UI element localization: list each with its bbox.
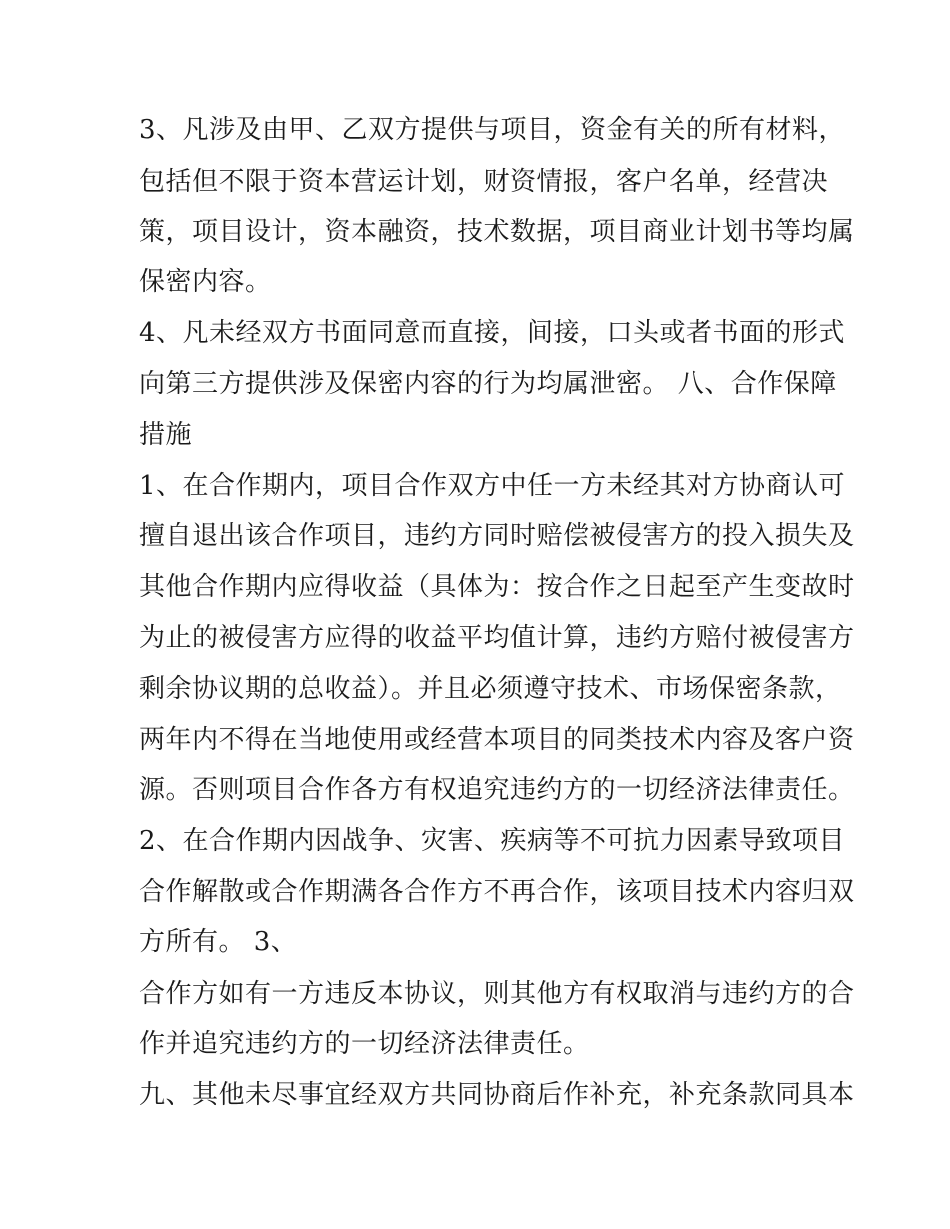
text-line: 源。否则项目合作各方有权追究违约方的一切经济法律责任。 <box>139 775 855 805</box>
text-line: 2、在合作期内因战争、灾害、疾病等不可抗力因素导致项目 <box>139 826 846 856</box>
text-line: 策，项目设计，资本融资，技术数据，项目商业计划书等均属 <box>139 217 855 247</box>
text-line: 方所有。 3、 <box>139 927 298 957</box>
text-line: 合作解散或合作期满各合作方不再合作，该项目技术内容归双 <box>139 877 855 907</box>
text-line: 1、在合作期内，项目合作双方中任一方未经其对方协商认可 <box>139 471 846 501</box>
text-line: 保密内容。 <box>139 267 272 297</box>
text-line: 3、凡涉及由甲、乙双方提供与项目，资金有关的所有材料， <box>139 115 846 145</box>
text-line: 两年内不得在当地使用或经营本项目的同类技术内容及客户资 <box>139 725 855 755</box>
text-line: 合作方如有一方违反本协议，则其他方有权取消与违约方的合 <box>139 979 855 1009</box>
text-line: 剩余协议期的总收益）。并且必须遵守技术、市场保密条款， <box>139 674 842 704</box>
text-line: 为止的被侵害方应得的收益平均值计算，违约方赔付被侵害方 <box>139 623 855 653</box>
text-line: 作并追究违约方的一切经济法律责任。 <box>139 1029 590 1059</box>
text-line: 九、其他未尽事宜经双方共同协商后作补充，补充条款同具本 <box>139 1080 855 1110</box>
text-line: 4、凡未经双方书面同意而直接，间接，口头或者书面的形式 <box>139 318 846 348</box>
text-line: 其他合作期内应得收益（具体为：按合作之日起至产生变故时 <box>139 572 855 602</box>
text-line: 向第三方提供涉及保密内容的行为均属泄密。 八、合作保障 <box>139 369 837 399</box>
text-line: 包括但不限于资本营运计划，财资情报，客户名单，经营决 <box>139 167 829 197</box>
text-line: 措施 <box>139 420 193 450</box>
text-line: 擅自退出该合作项目，违约方同时赔偿被侵害方的投入损失及 <box>139 521 855 551</box>
